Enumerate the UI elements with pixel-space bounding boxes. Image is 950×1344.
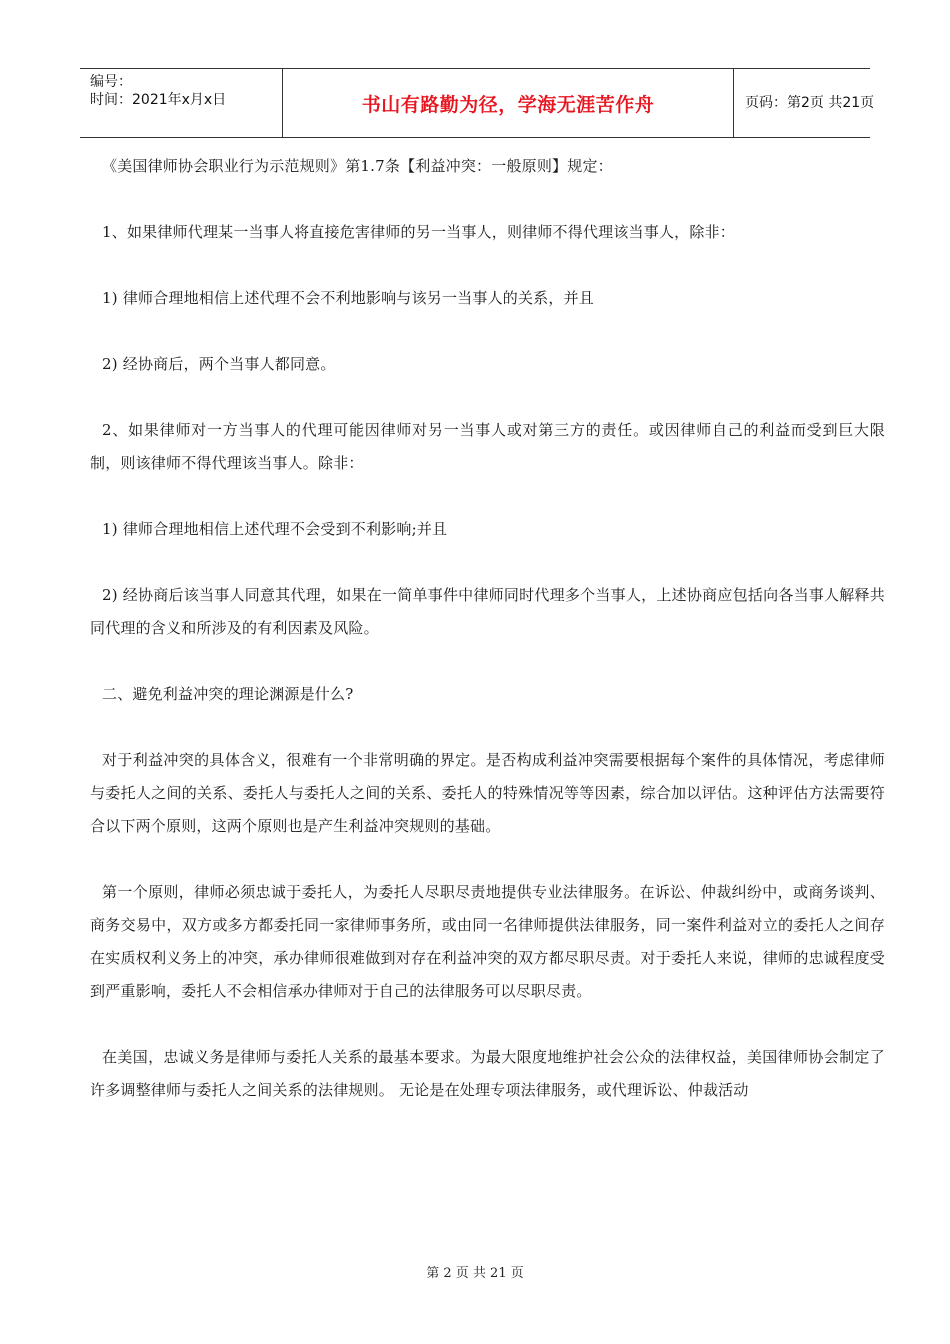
document-id-label: 编号：	[90, 74, 132, 90]
header-motto: 书山有路勤为径，学海无涯苦作舟	[361, 93, 655, 116]
paragraph: 1) 律师合理地相信上述代理不会受到不利影响;并且	[102, 520, 448, 538]
page-footer: 第 2 页 共 21 页	[426, 1266, 524, 1281]
header-page-cell	[733, 69, 875, 137]
paragraph: 2、如果律师对一方当事人的代理可能因律师对另一当事人或对第三方的责任。或因律师自己的利益而受到巨大限制，则该律师不得代理该当事人。除非：	[90, 421, 885, 472]
page-header	[80, 68, 875, 138]
paragraph: 《美国律师协会职业行为示范规则》第1.7条【利益冲突：一般原则】规定：	[102, 157, 613, 175]
document-body	[90, 150, 885, 1140]
paragraph: 对于利益冲突的具体含义，很难有一个非常明确的界定。是否构成利益冲突需要根据每个案件的具体情况，考虑律师与委托人之间的关系、委托人与委托人之间的关系、委托人的特殊情况等等因素，综合加以评估。这种评估方法需要符合以下两个原则，这两个原则也是产生利益冲突规则的基础。	[90, 751, 885, 835]
paragraph: 2) 经协商后，两个当事人都同意。	[102, 355, 336, 373]
paragraph: 第一个原则，律师必须忠诚于委托人，为委托人尽职尽责地提供专业法律服务。在诉讼、仲裁纠纷中，或商务谈判、商务交易中，双方或多方都委托同一家律师事务所，或由同一名律师提供法律服务，同一案件利益对立的委托人之间存在实质权利义务上的冲突，承办律师很难做到对存在利益冲突的双方都尽职尽责。对于委托人来说，律师的忠诚程度受到严重影响，委托人不会相信承办律师对于自己的法律服务可以尽职尽责。	[90, 883, 885, 1000]
section-heading: 二、避免利益冲突的理论渊源是什么?	[102, 685, 354, 703]
header-meta	[80, 69, 282, 137]
paragraph: 1、如果律师代理某一当事人将直接危害律师的另一当事人，则律师不得代理该当事人，除非：	[102, 223, 735, 241]
header-page-code: 页码：第2页 共21页	[745, 95, 875, 111]
header-motto-cell	[282, 69, 734, 137]
paragraph: 1) 律师合理地相信上述代理不会不利地影响与该另一当事人的关系，并且	[102, 289, 594, 307]
paragraph: 在美国，忠诚义务是律师与委托人关系的最基本要求。为最大限度地维护社会公众的法律权益，美国律师协会制定了许多调整律师与委托人之间关系的法律规则。 无论是在处理专项法律服务，或代理诉讼、仲裁活动	[90, 1048, 885, 1099]
document-date-label: 时间：2021年x月x日	[90, 92, 227, 108]
paragraph: 2) 经协商后该当事人同意其代理，如果在一简单事件中律师同时代理多个当事人，上述协商应包括向各当事人解释共同代理的含义和所涉及的有利因素及风险。	[90, 586, 885, 637]
